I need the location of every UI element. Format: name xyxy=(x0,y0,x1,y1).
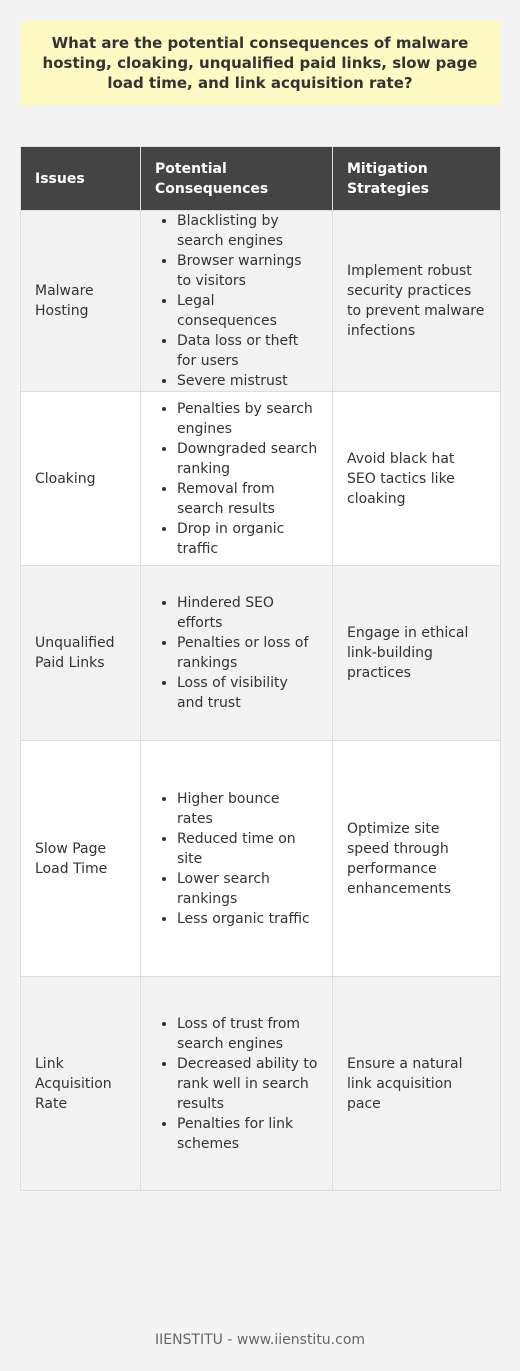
list-item: • Blacklisting by search engines xyxy=(177,211,318,251)
list-item: • Penalties for link schemes xyxy=(177,1114,318,1154)
issue-cell: Slow Page Load Time xyxy=(21,741,141,977)
issue-cell: Malware Hosting xyxy=(21,211,141,392)
list-item: • Higher bounce rates xyxy=(177,789,318,829)
header-issues: Issues xyxy=(21,147,141,211)
table-header-row xyxy=(21,147,501,211)
list-item: • Downgraded search ranking xyxy=(177,439,318,479)
consequences-cell xyxy=(141,741,333,977)
list-item: • Legal consequences xyxy=(177,291,318,331)
list-item: • Severe mistrust xyxy=(177,371,318,391)
footer-credit: IIENSTITU - www.iienstitu.com xyxy=(154,1332,366,1348)
list-item: • Reduced time on site xyxy=(177,829,318,869)
list-item: • Removal from search results xyxy=(177,479,318,519)
title-banner xyxy=(20,20,500,105)
issue-cell: Unqualified Paid Links xyxy=(21,566,141,741)
list-item: • Browser warnings to visitors xyxy=(177,251,318,291)
table-row xyxy=(21,566,501,741)
consequences-cell xyxy=(141,977,333,1191)
consequences-cell xyxy=(141,211,333,392)
table-row xyxy=(21,392,501,566)
mitigation-cell: Engage in ethical link-building practices xyxy=(333,566,501,741)
list-item: • Penalties by search engines xyxy=(177,399,318,439)
issues-table xyxy=(20,146,501,1191)
mitigation-cell: Optimize site speed through performance enhancements xyxy=(333,741,501,977)
list-item: • Data loss or theft for users xyxy=(177,331,318,371)
header-potential-consequences: Potential Consequences xyxy=(141,147,333,211)
list-item: • Loss of trust from search engines xyxy=(177,1014,318,1054)
list-item: • Loss of visibility and trust xyxy=(177,673,318,713)
consequences-list xyxy=(155,1014,318,1154)
consequences-list xyxy=(155,593,318,713)
mitigation-cell: Implement robust security practices to prevent malware infections xyxy=(333,211,501,392)
consequences-list xyxy=(155,399,318,559)
list-item: • Hindered SEO efforts xyxy=(177,593,318,633)
consequences-cell xyxy=(141,392,333,566)
list-item: • Lower search rankings xyxy=(177,869,318,909)
issue-cell: Link Acquisition Rate xyxy=(21,977,141,1191)
issue-cell: Cloaking xyxy=(21,392,141,566)
list-item: • Less organic traffic xyxy=(177,909,318,929)
table-row xyxy=(21,741,501,977)
table-row xyxy=(21,211,501,392)
mitigation-cell: Ensure a natural link acquisition pace xyxy=(333,977,501,1191)
list-item: • Penalties or loss of rankings xyxy=(177,633,318,673)
table-row xyxy=(21,977,501,1191)
mitigation-cell: Avoid black hat SEO tactics like cloaking xyxy=(333,392,501,566)
consequences-list xyxy=(155,211,318,391)
list-item: • Drop in organic traffic xyxy=(177,519,318,559)
page-title: What are the potential consequences of malware hosting, cloaking, unqualified paid links, slow page load time, and link acquisition rate? xyxy=(42,33,478,92)
consequences-cell xyxy=(141,566,333,741)
list-item: • Decreased ability to rank well in search results xyxy=(177,1054,318,1114)
header-mitigation-strategies: Mitigation Strategies xyxy=(333,147,501,211)
consequences-list xyxy=(155,789,318,929)
